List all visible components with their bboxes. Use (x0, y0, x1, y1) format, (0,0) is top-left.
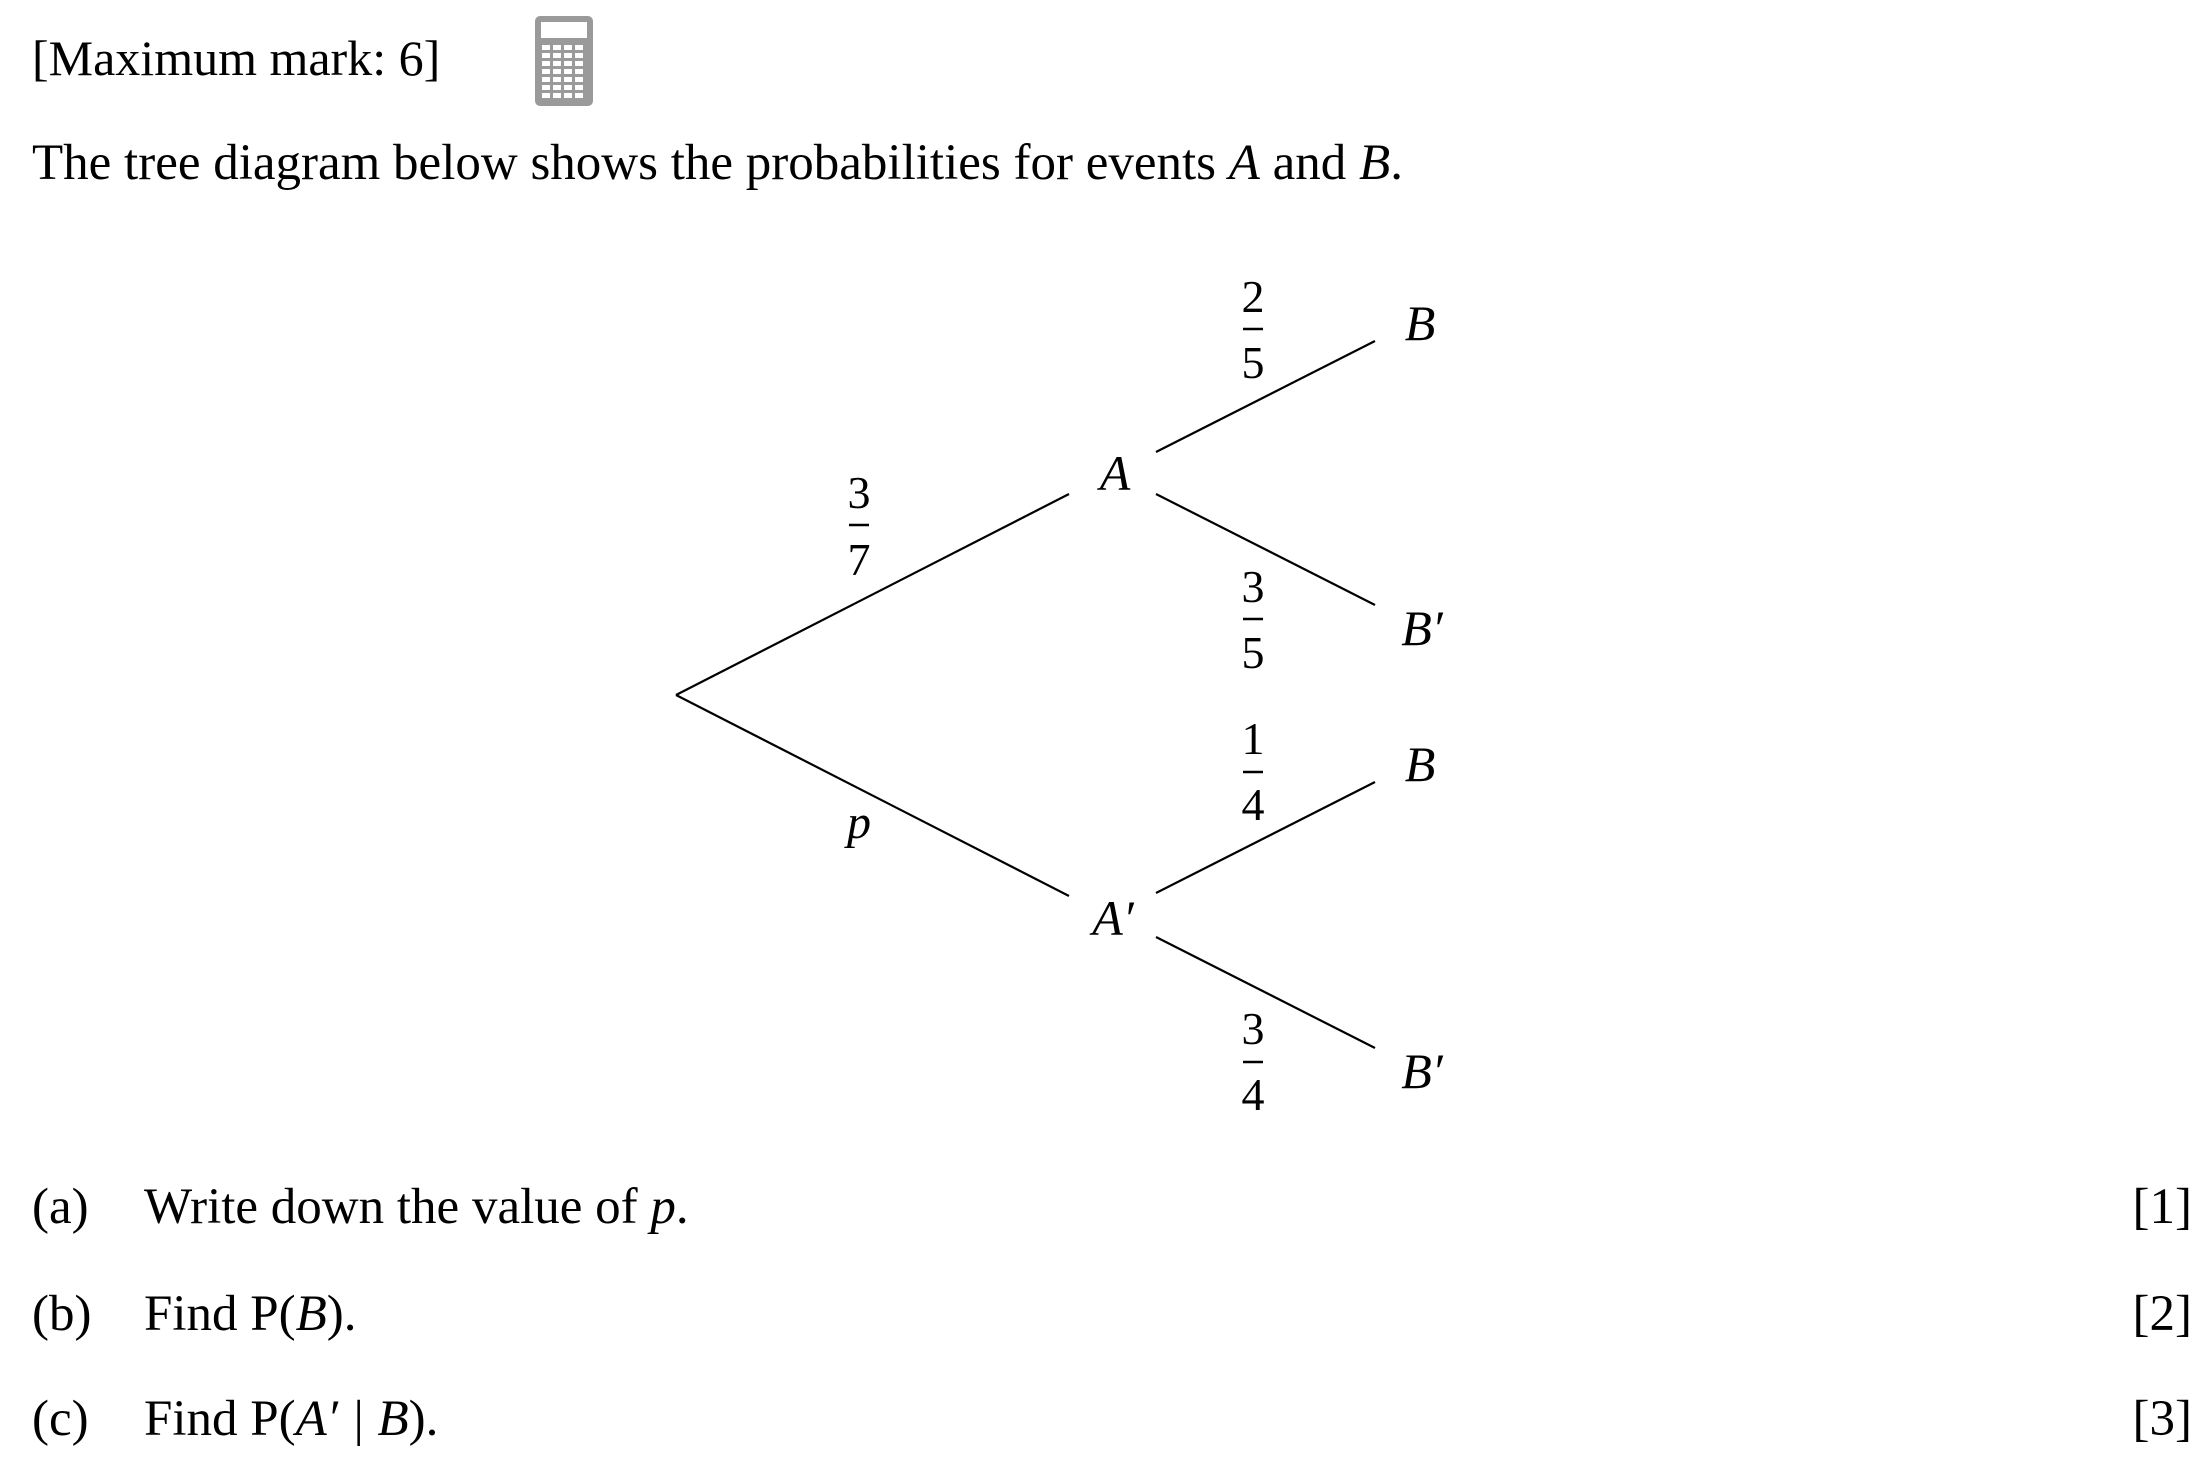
question-b-label: (b) (32, 1286, 92, 1342)
node-a: A (1099, 445, 1131, 501)
prob-root-a-den: 7 (847, 534, 871, 585)
prob-aprime-bprime (1242, 1003, 1265, 1120)
question-a-prefix: Write down the value of (144, 1179, 651, 1235)
question-b-suffix: ). (326, 1286, 357, 1342)
question-b-text (144, 1279, 357, 1349)
question-b (32, 1279, 2192, 1349)
question-c-var: A′ | B (295, 1391, 409, 1447)
intro-event-b: B (1359, 135, 1391, 191)
question-c-suffix: ). (408, 1391, 439, 1447)
prob-aprime-b-den: 4 (1241, 779, 1265, 830)
question-c-prefix: Find P( (144, 1391, 296, 1447)
prob-root-aprime: p (847, 796, 871, 849)
prob-aprime-bprime-num: 3 (1241, 1003, 1265, 1054)
prob-a-b-den: 5 (1241, 337, 1265, 388)
branch-aprime-b (1156, 782, 1375, 893)
intro-event-a: A (1228, 135, 1260, 191)
question-b-prefix: Find P( (144, 1286, 296, 1342)
prob-aprime-b-num: 1 (1241, 713, 1265, 764)
branch-root-a (676, 494, 1069, 695)
question-c-text (144, 1384, 438, 1454)
branch-root-aprime (676, 695, 1069, 896)
leaf-aprime-bprime: B′ (1401, 1043, 1443, 1099)
question-a-var: p (650, 1179, 676, 1235)
node-aprime: A′ (1092, 890, 1134, 946)
question-b-marks: [2] (2132, 1286, 2192, 1342)
branch-aprime-bprime (1156, 937, 1375, 1048)
question-b-var: B (295, 1286, 327, 1342)
question-c-marks: [3] (2132, 1391, 2192, 1447)
intro-prefix: The tree diagram below shows the probabilities for events (32, 135, 1229, 191)
leaf-a-b: B (1404, 295, 1436, 351)
prob-a-bprime (1242, 561, 1265, 678)
prob-aprime-bprime-den: 4 (1241, 1069, 1265, 1120)
question-a-suffix: . (675, 1179, 689, 1235)
prob-a-b-num: 2 (1241, 271, 1265, 322)
leaf-a-bprime: B′ (1401, 600, 1443, 656)
branch-a-bprime (1156, 494, 1375, 605)
leaf-aprime-b: B (1404, 736, 1436, 792)
branch-a-b (1156, 341, 1375, 452)
calculator-icon (533, 14, 595, 108)
intro-text (32, 132, 1403, 194)
prob-root-a-num: 3 (847, 467, 871, 518)
prob-a-bprime-den: 5 (1241, 627, 1265, 678)
prob-a-bprime-num: 3 (1241, 561, 1265, 612)
question-a-text (144, 1172, 689, 1242)
question-a-marks: [1] (2132, 1179, 2192, 1235)
question-a (32, 1172, 2192, 1242)
intro-and: and (1259, 135, 1360, 191)
max-mark-label: [Maximum mark: 6] (32, 30, 441, 86)
prob-a-b (1242, 271, 1265, 388)
question-c-label: (c) (32, 1391, 89, 1447)
prob-root-a (848, 467, 871, 585)
question-c (32, 1384, 2192, 1454)
prob-aprime-b (1242, 713, 1265, 830)
question-a-label: (a) (32, 1179, 89, 1235)
intro-suffix: . (1390, 135, 1403, 191)
